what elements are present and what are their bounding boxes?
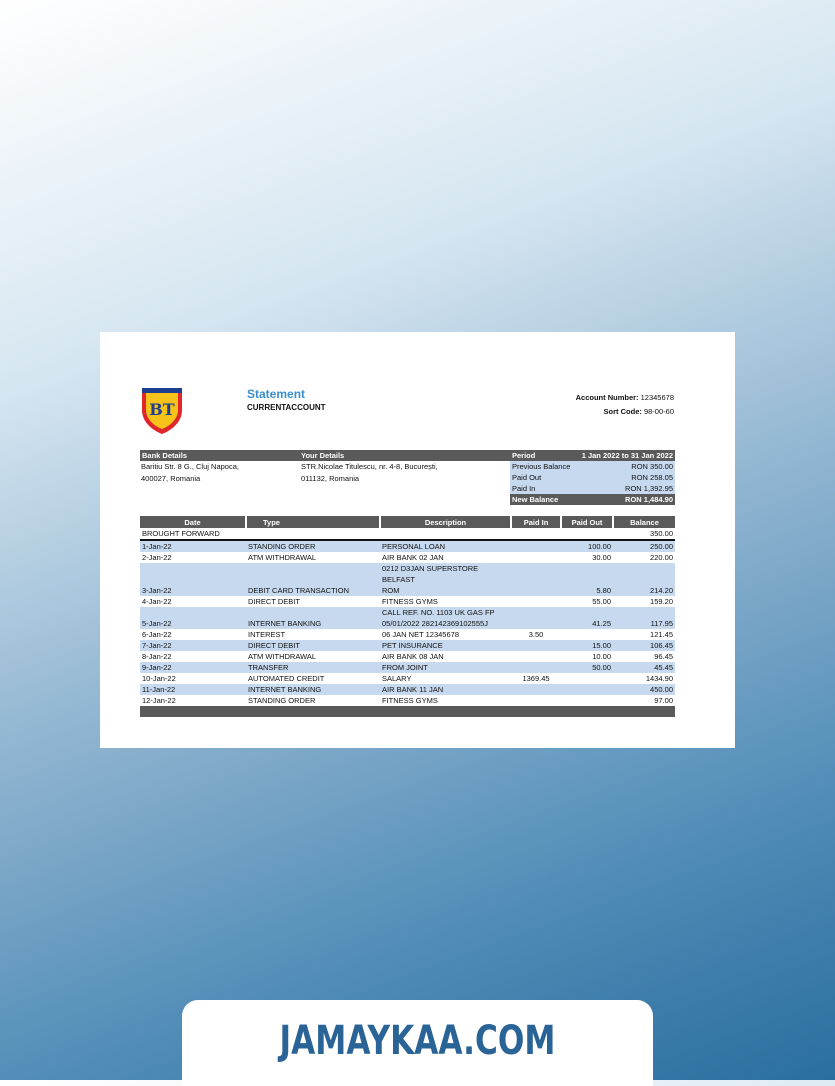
cell-type: ATM WITHDRAWAL: [248, 553, 317, 562]
cell-balance: 117.95: [613, 607, 675, 629]
cell-paid-in: [511, 684, 561, 695]
cell-paid-out: 100.00: [561, 540, 613, 552]
cell-date: 2-Jan-22: [142, 553, 172, 562]
cell-paid-out: [561, 673, 613, 684]
table-row: [140, 596, 675, 607]
table-row: [140, 629, 675, 640]
col-balance: Balance: [613, 516, 675, 528]
cell-paid-in: 3.50: [528, 630, 544, 639]
description-line1: FROM JOINT: [382, 663, 428, 672]
cell-paid-out: 50.00: [561, 662, 613, 673]
cell-type: AUTOMATED CREDIT: [248, 674, 325, 683]
cell-type: DIRECT DEBIT: [248, 597, 300, 606]
cell-balance: 106.45: [613, 640, 675, 651]
cell-date: 9-Jan-22: [140, 662, 246, 673]
cell-paid-in: [511, 563, 561, 596]
description-line2: 05/01/2022 282142369102555J: [382, 619, 488, 628]
description-line1: FITNESS GYMS: [382, 597, 438, 606]
description-line1: PET INSURANCE: [382, 641, 443, 650]
cell-paid-in: [511, 596, 561, 607]
cell-paid-in: [511, 662, 561, 673]
cell-paid-out: [561, 695, 613, 706]
cell-description: [380, 540, 511, 552]
cell-type: TRANSFER: [246, 662, 380, 673]
table-row: [140, 651, 675, 662]
table-row: [140, 563, 675, 596]
summary-paid-in: [510, 483, 675, 494]
bank-details-line2: 400027, Romania: [141, 474, 201, 483]
table-row: [140, 540, 675, 552]
table-footer-cell: [140, 706, 675, 717]
cell-description: [380, 563, 511, 596]
period-value: 1 Jan 2022 to 31 Jan 2022: [581, 451, 673, 460]
cell-description: [380, 651, 511, 662]
cell-date: 6-Jan-22: [142, 630, 172, 639]
brought-forward-balance: 350.00: [613, 528, 675, 540]
cell-type: DEBIT CARD TRANSACTION: [246, 563, 380, 596]
cell-paid-out: 30.00: [592, 553, 611, 562]
paid-in-value: RON 1,392.95: [625, 484, 673, 493]
bank-details-line1: Baritiu Str. 8 G., Cluj Napoca,: [141, 462, 239, 471]
cell-description: [380, 673, 511, 684]
logo-text: BT: [149, 400, 175, 419]
summary-paid-out: [510, 472, 675, 483]
table-row: [140, 552, 675, 563]
cell-date: 10-Jan-22: [142, 674, 176, 683]
cell-paid-in: [511, 607, 561, 629]
table-footer-bar: [140, 706, 675, 717]
brought-forward-row: [140, 528, 675, 540]
paid-in-label: Paid In: [512, 484, 536, 493]
summary-period: [510, 450, 675, 461]
your-details-line2: 011132, Romania: [301, 474, 360, 483]
cell-paid-out: [561, 629, 613, 640]
bank-details-header: [140, 450, 301, 461]
cell-balance: 45.45: [613, 662, 675, 673]
description-line1: AIR BANK 02 JAN: [382, 553, 444, 562]
description-line1: AIR BANK 08 JAN: [382, 652, 444, 661]
cell-date: 1-Jan-22: [140, 540, 246, 552]
account-number: 12345678: [640, 393, 674, 402]
your-details-heading: Your Details: [301, 451, 345, 460]
col-description: Description: [380, 516, 511, 528]
cell-paid-in: [511, 651, 561, 662]
cell-paid-out: [561, 684, 613, 695]
new-balance-value: RON 1,484.90: [625, 495, 673, 504]
cell-paid-out: 10.00: [592, 652, 611, 661]
watermark-text: JAMAYKAA.COM: [279, 1018, 556, 1064]
account-number-label: Account Number:: [575, 393, 639, 402]
description-line1: 0212 D3JAN SUPERSTORE BELFAST: [382, 564, 479, 584]
your-details-header: [299, 450, 510, 461]
cell-description: [380, 607, 511, 629]
paid-out-value: RON 258.05: [631, 473, 673, 482]
cell-description: [380, 640, 511, 651]
table-row: [140, 673, 675, 684]
new-balance-label: New Balance: [512, 495, 559, 504]
col-type: Type: [246, 516, 380, 528]
cell-paid-out: 5.80: [561, 563, 613, 596]
cell-balance: 121.45: [650, 630, 673, 639]
cell-date: 5-Jan-22: [140, 607, 246, 629]
cell-type: INTEREST: [248, 630, 286, 639]
watermark-banner: [182, 1000, 653, 1086]
cell-paid-in: 1369.45: [522, 674, 550, 683]
transactions-table: [140, 516, 675, 717]
summary-new-balance: [510, 494, 675, 505]
table-row: [140, 640, 675, 651]
cell-balance: 214.20: [613, 563, 675, 596]
description-line1: AIR BANK 11 JAN: [382, 685, 444, 694]
cell-description: [380, 629, 511, 640]
your-details-line1: STR.Nicolae Titulescu, nr. 4-8, București,: [301, 462, 438, 471]
col-paid-out: Paid Out: [561, 516, 613, 528]
cell-type: INTERNET BANKING: [246, 607, 380, 629]
description-line2: ROM: [382, 586, 400, 595]
sort-code: 98-00-60: [643, 407, 674, 416]
statement-subtitle: CURRENTACCOUNT: [247, 403, 326, 412]
cell-date: 7-Jan-22: [140, 640, 246, 651]
cell-date: 8-Jan-22: [142, 652, 172, 661]
statement-document: [100, 332, 735, 748]
table-row: [140, 684, 675, 695]
cell-date: 12-Jan-22: [142, 696, 176, 705]
cell-balance: 250.00: [613, 540, 675, 552]
cell-balance: 97.00: [654, 696, 673, 705]
bt-logo-icon: [138, 384, 186, 436]
cell-type: ATM WITHDRAWAL: [248, 652, 317, 661]
description-line1: SALARY: [382, 674, 412, 683]
cell-description: [380, 552, 511, 563]
cell-paid-in: [511, 640, 561, 651]
cell-type: STANDING ORDER: [248, 696, 316, 705]
col-date: Date: [140, 516, 246, 528]
cell-paid-in: [511, 695, 561, 706]
col-paid-in: Paid In: [511, 516, 561, 528]
cell-paid-out: 55.00: [592, 597, 611, 606]
brought-forward-label: BROUGHT FORWARD: [140, 528, 613, 540]
previous-balance-value: RON 350.00: [631, 462, 673, 471]
cell-type: STANDING ORDER: [246, 540, 380, 552]
description-line1: PERSONAL LOAN: [382, 542, 446, 551]
previous-balance-label: Previous Balance: [512, 462, 571, 471]
cell-description: [380, 662, 511, 673]
cell-paid-in: [511, 540, 561, 552]
cell-paid-out: 41.25: [561, 607, 613, 629]
cell-balance: 220.00: [650, 553, 673, 562]
account-info: [576, 391, 674, 419]
table-row: [140, 662, 675, 673]
bank-details-heading: Bank Details: [142, 451, 188, 460]
description-line1: 06 JAN NET 12345678: [382, 630, 459, 639]
cell-description: [380, 596, 511, 607]
description-line1: FITNESS GYMS: [382, 696, 438, 705]
summary-previous-balance: [510, 461, 675, 472]
cell-type: DIRECT DEBIT: [246, 640, 380, 651]
cell-description: [380, 684, 511, 695]
cell-balance: 159.20: [650, 597, 673, 606]
table-header-row: [140, 516, 675, 528]
cell-paid-in: [511, 552, 561, 563]
cell-balance: 1434.90: [645, 674, 673, 683]
cell-paid-out: 15.00: [561, 640, 613, 651]
table-row: [140, 695, 675, 706]
cell-balance: 450.00: [613, 684, 675, 695]
cell-date: 3-Jan-22: [140, 563, 246, 596]
cell-description: [380, 695, 511, 706]
sort-code-label: Sort Code:: [603, 407, 642, 416]
period-label: Period: [512, 451, 536, 460]
cell-date: 11-Jan-22: [140, 684, 246, 695]
cell-type: INTERNET BANKING: [246, 684, 380, 695]
cell-balance: 96.45: [654, 652, 673, 661]
table-row: [140, 607, 675, 629]
description-line1: CALL REF. NO. 1103 UK GAS FP: [382, 608, 495, 617]
cell-date: 4-Jan-22: [142, 597, 172, 606]
statement-title: Statement: [247, 387, 306, 401]
paid-out-label: Paid Out: [512, 473, 542, 482]
